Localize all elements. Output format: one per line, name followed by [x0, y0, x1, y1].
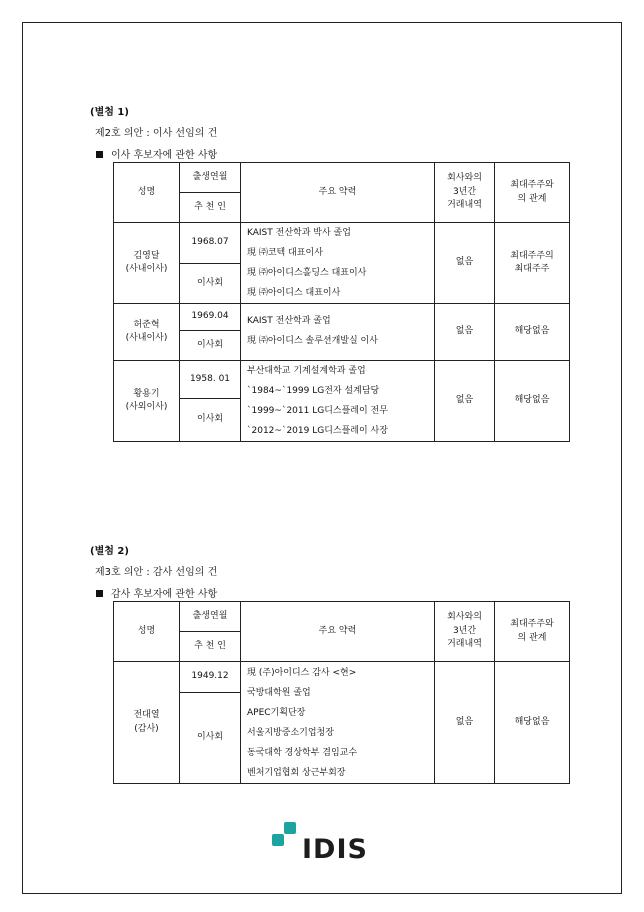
- square-bullet-icon: [96, 151, 103, 158]
- relation-cell: 해당없음: [495, 304, 570, 361]
- recommender-cell: 이사회: [180, 331, 241, 361]
- career-cell: KAIST 전산학과 박사 졸업 現 ㈜코텍 대표이사 現 ㈜아이디스홀딩스 대표이사 現 ㈜아이디스 대표이사: [241, 223, 435, 304]
- candidate-name-cell: 황용기 (사외이사): [114, 361, 180, 442]
- attachment-2-label: (별첨 2): [90, 546, 129, 557]
- transaction-cell: 없음: [435, 361, 495, 442]
- director-candidates-table: [113, 162, 570, 442]
- agenda-2-title: 제2호 의안 : 이사 선임의 건: [95, 128, 218, 139]
- header-birth: 출생연월: [180, 602, 241, 632]
- table-row: [114, 304, 570, 331]
- auditor-candidates-table: [113, 601, 570, 784]
- relation-cell: 최대주주의 최대주주: [495, 223, 570, 304]
- table-row: [114, 662, 570, 693]
- square-bullet-icon: [96, 590, 103, 597]
- header-relation: 최대주주와 의 관계: [495, 602, 570, 662]
- agenda-3-title: 제3호 의안 : 감사 선임의 건: [95, 567, 218, 578]
- director-section-title: 이사 후보자에 관한 사항: [111, 150, 218, 161]
- auditor-section-title: 감사 후보자에 관한 사항: [111, 589, 218, 600]
- birth-cell: 1968.07: [180, 223, 241, 264]
- table-row: [114, 361, 570, 399]
- relation-cell: 해당없음: [495, 361, 570, 442]
- header-birth: 출생연월: [180, 163, 241, 193]
- idis-logo-mark-icon: [270, 820, 300, 852]
- recommender-cell: 이사회: [180, 263, 241, 304]
- header-recommender: 추 천 인: [180, 632, 241, 662]
- recommender-cell: 이사회: [180, 692, 241, 784]
- director-section-heading: [96, 146, 217, 161]
- header-name: 성명: [114, 163, 180, 223]
- header-career: 주요 약력: [241, 602, 435, 662]
- birth-cell: 1969.04: [180, 304, 241, 331]
- candidate-name-cell: 김영달 (사내이사): [114, 223, 180, 304]
- auditor-section-heading: [96, 585, 217, 600]
- idis-logo: [270, 820, 380, 868]
- birth-cell: 1958. 01: [180, 361, 241, 399]
- header-name: 성명: [114, 602, 180, 662]
- candidate-name-cell: 허준혁 (사내이사): [114, 304, 180, 361]
- career-cell: 부산대학교 기계설계학과 졸업 `1984~`1999 LG전자 설계담당 `1999~`2011 LG디스플레이 전무 `2012~`2019 LG디스플레이 사장: [241, 361, 435, 442]
- header-recommender: 추 천 인: [180, 193, 241, 223]
- career-cell: KAIST 전산학과 졸업 現 ㈜아이디스 솔루션개발실 이사: [241, 304, 435, 361]
- transaction-cell: 없음: [435, 662, 495, 784]
- transaction-cell: 없음: [435, 304, 495, 361]
- table-row: [114, 223, 570, 264]
- header-career: 주요 약력: [241, 163, 435, 223]
- attachment-1-label: (별첨 1): [90, 107, 129, 118]
- header-relation: 최대주주와 의 관계: [495, 163, 570, 223]
- recommender-cell: 이사회: [180, 399, 241, 442]
- header-transaction: 회사와의 3년간 거래내역: [435, 163, 495, 223]
- header-transaction: 회사와의 3년간 거래내역: [435, 602, 495, 662]
- birth-cell: 1949.12: [180, 662, 241, 693]
- career-cell: 現 (주)아이디스 감사 <현> 국방대학원 졸업 APEC기획단장 서울지방중소기업청장 동국대학 경상학부 겸임교수 벤처기업협회 상근부회장: [241, 662, 435, 784]
- transaction-cell: 없음: [435, 223, 495, 304]
- relation-cell: 해당없음: [495, 662, 570, 784]
- candidate-name-cell: 전대열 (감사): [114, 662, 180, 784]
- idis-logo-text: IDIS: [302, 834, 368, 865]
